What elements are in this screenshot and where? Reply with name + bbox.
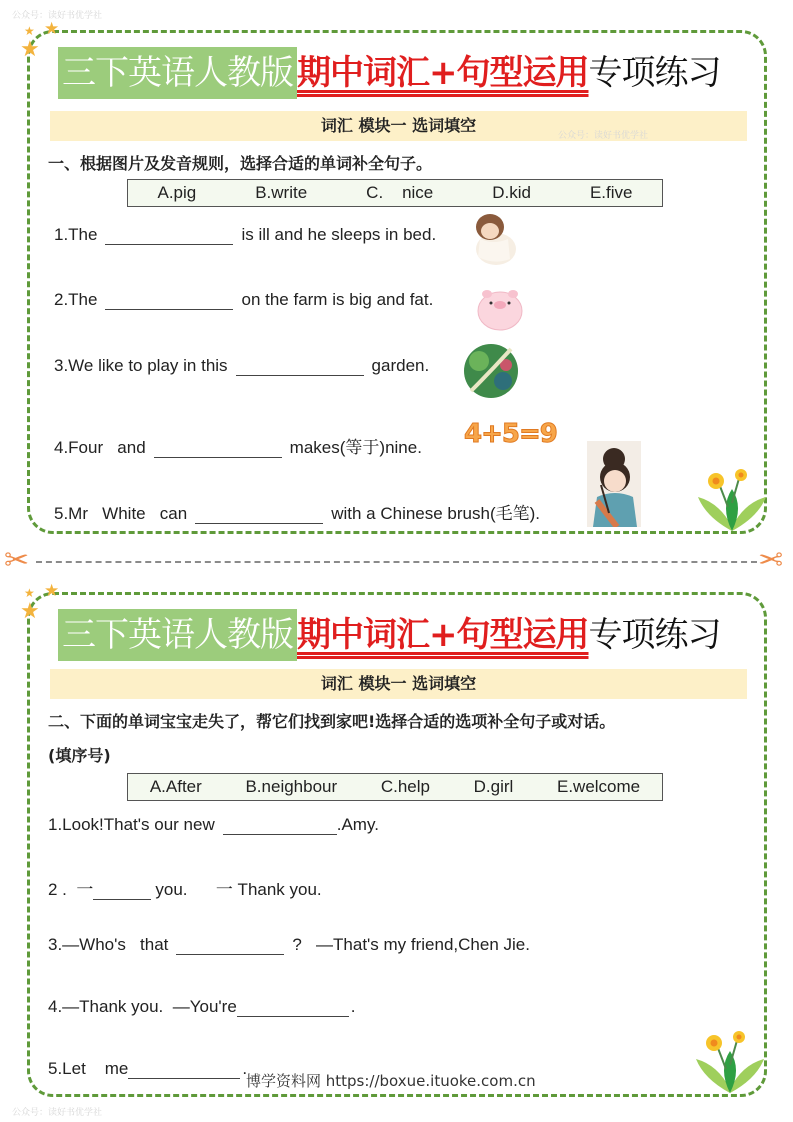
star-icon: ★ [20,37,40,62]
star-icon: ★ [44,19,60,39]
flower-decoration [694,1029,766,1095]
section-banner [50,669,747,699]
question-text: .Amy. [336,815,379,834]
question-3 [48,935,530,955]
answer-blank[interactable] [154,440,282,458]
question-2 [48,875,322,900]
question-text: 1.Look!That's our new [48,815,215,834]
banner-text: 词汇 模块一 选词填空 [320,116,477,135]
answer-blank[interactable] [176,937,284,955]
question-text: . [242,1059,248,1078]
question-4 [54,433,422,458]
question-3 [54,356,429,376]
question-text: with a Chinese brush(毛笔). [331,504,541,523]
section2-instruction: 二、下面的单词宝宝走失了，帮它们找到家吧!选择合适的选项补全句子或对话。 [48,712,616,731]
title-red-part: 期中词汇+句型运用 [297,53,589,93]
option: C. nice [366,183,434,202]
question-text: 5.Let me [48,1059,129,1078]
girl-writing-picture [587,441,641,527]
answer-blank[interactable] [236,358,364,376]
question-text: garden. [371,356,430,375]
watermark-top: 公众号：读好书优学社 [12,11,103,21]
page-title [58,611,721,661]
question-1 [54,225,436,245]
answer-blank[interactable] [195,506,323,524]
title-red-part: 期中词汇+句型运用 [297,615,589,655]
option: D.kid [492,183,531,202]
footer-watermark: 博学资料网 https://boxue.ituoke.com.cn [246,1072,536,1090]
title-green-part: 三下英语人教版 [58,47,297,99]
question-text: on the farm is big and fat. [241,290,434,309]
question-5 [54,499,540,524]
flower-decoration [696,467,768,533]
answer-blank[interactable] [223,817,337,835]
watermark-bottom: 公众号：读好书优学社 [12,1108,103,1118]
question-1 [48,815,379,835]
math-equation-picture: 4+5=9 [464,419,557,449]
star-icon: ★ [44,581,60,601]
question-text: . [350,997,356,1016]
worksheet-card-2 [20,581,767,1097]
answer-blank[interactable] [128,1061,240,1079]
option: B.neighbour [245,777,338,796]
section1-instruction: 一、根据图片及发音规则，选择合适的单词补全句子。 [48,154,433,173]
question-text: 3.We like to play in this [54,356,228,375]
page-title [58,49,721,99]
option: A.pig [157,183,197,202]
scissors-icon: ✂ [758,543,784,578]
answer-blank[interactable] [237,999,349,1017]
answer-blank[interactable] [105,292,233,310]
title-black-part: 专项练习 [588,615,721,655]
option: C.help [380,777,430,796]
question-text: 2 . 一 [48,880,94,899]
question-text: 4.Four and [54,438,146,457]
answer-blank[interactable] [105,227,233,245]
question-text: makes(等于)nine. [289,438,422,457]
garden-picture [461,341,521,401]
question-text: 2.The [54,290,98,309]
star-icon: ★ [20,599,40,624]
star-icon: ★ [24,586,35,600]
question-text: you. 一 Thank you. [155,880,322,899]
word-options-box [127,179,663,207]
question-2 [54,290,433,310]
title-black-part: 专项练习 [588,53,721,93]
section2-instruction-note: (填序号) [48,746,111,765]
question-text: 3.—Who's that [48,935,169,954]
question-text: 1.The [54,225,98,244]
cut-line-divider [36,561,757,563]
option: E.welcome [556,777,641,796]
banner-text: 词汇 模块一 选词填空 [320,674,477,693]
question-text: is ill and he sleeps in bed. [241,225,437,244]
word-options-box [127,773,663,801]
banner-watermark: 公众号：读好书优学社 [558,131,649,141]
star-icon: ★ [24,24,35,38]
question-text: 4.—Thank you. —You're [48,997,237,1016]
option: A.After [149,777,202,796]
worksheet-card-1 [20,19,767,534]
answer-blank[interactable] [93,882,151,900]
question-text: ? —That's my friend,Chen Jie. [292,935,530,954]
option: D.girl [473,777,514,796]
question-4 [48,997,356,1017]
pig-picture [473,285,527,333]
section-banner [50,111,747,141]
scissors-icon: ✂ [4,543,30,578]
question-5 [48,1059,247,1079]
title-green-part: 三下英语人教版 [58,609,297,661]
question-text: 5.Mr White can [54,504,188,523]
option: E.five [589,183,633,202]
option: B.write [255,183,308,202]
sleeping-kid-picture [468,209,520,267]
